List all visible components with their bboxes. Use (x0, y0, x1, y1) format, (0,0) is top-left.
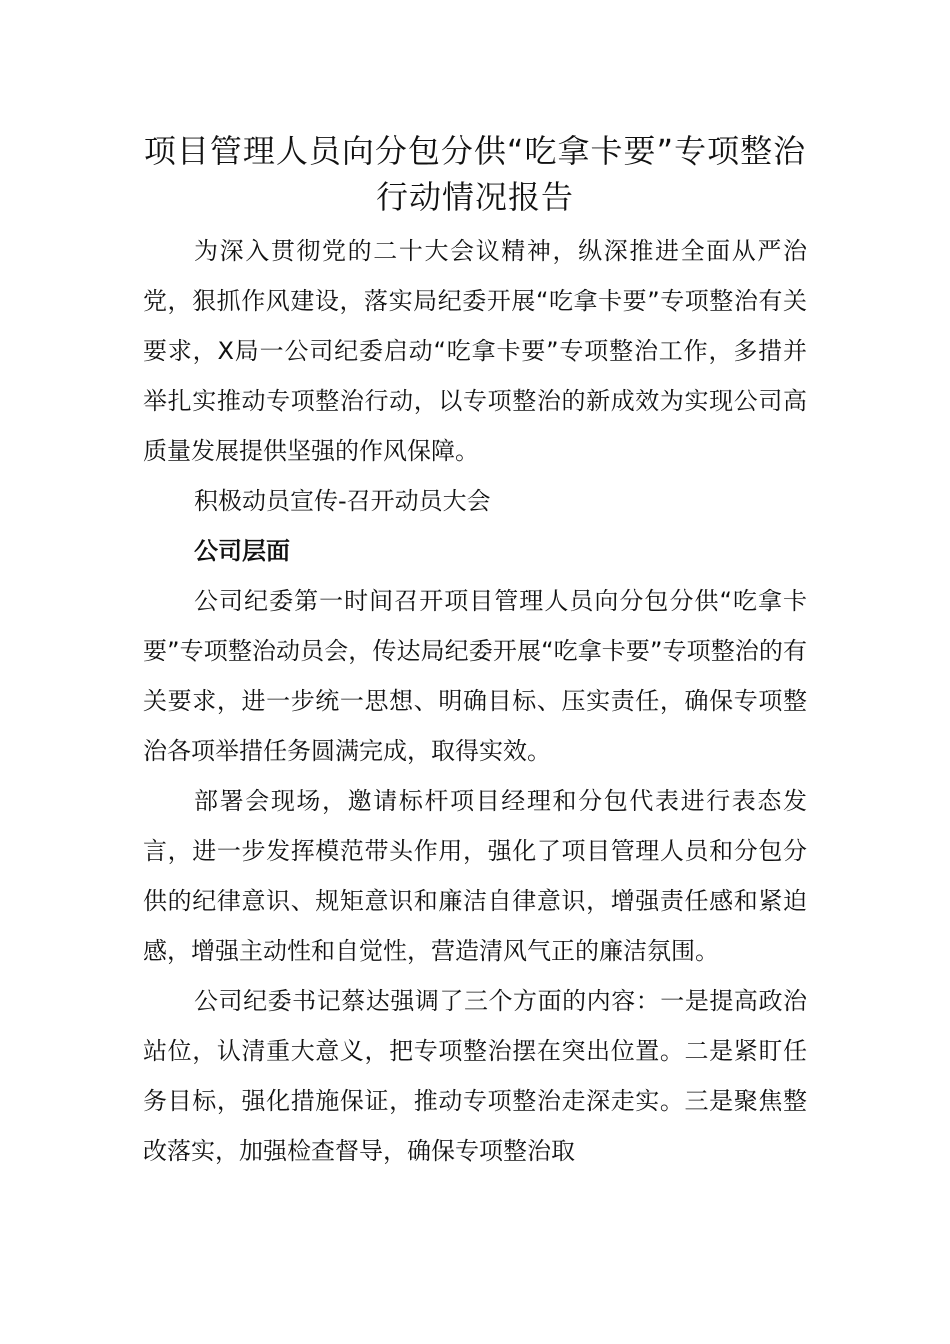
document-body (143, 226, 807, 1176)
section-heading-mobilization: 积极动员宣传-召开动员大会 (194, 487, 491, 515)
intro-paragraph: 为深入贯彻党的二十大会议精神，纵深推进全面从严治党，狠抓作风建设，落实局纪委开展“吃拿卡要”专项整治有关要求，X局一公司纪委启动“吃拿卡要”专项整治工作，多措并举扎实推动专项整治行动，以专项整治的新成效为实现公司高质量发展提供坚强的作风保障。 (143, 237, 807, 465)
subsection-heading-company-level: 公司层面 (194, 537, 290, 565)
body-paragraph-mobilization-meeting: 公司纪委第一时间召开项目管理人员向分包分供“吃拿卡要”专项整治动员会，传达局纪委开展“吃拿卡要”专项整治的有关要求，进一步统一思想、明确目标、压实责任，确保专项整治各项举措任务圆满完成，取得实效。 (143, 587, 807, 765)
body-paragraph-meeting-site: 部署会现场，邀请标杆项目经理和分包代表进行表态发言，进一步发挥模范带头作用，强化了项目管理人员和分包分供的纪律意识、规矩意识和廉洁自律意识，增强责任感和紧迫感，增强主动性和自觉性，营造清风气正的廉洁氛围。 (143, 787, 807, 965)
document-title: 项目管理人员向分包分供“吃拿卡要”专项整治行动情况报告 (143, 132, 807, 216)
body-paragraph-secretary-remarks: 公司纪委书记蔡达强调了三个方面的内容：一是提高政治站位，认清重大意义，把专项整治摆在突出位置。二是紧盯任务目标，强化措施保证，推动专项整治走深走实。三是聚焦整改落实，加强检查督导，确保专项整治取 (143, 987, 807, 1165)
